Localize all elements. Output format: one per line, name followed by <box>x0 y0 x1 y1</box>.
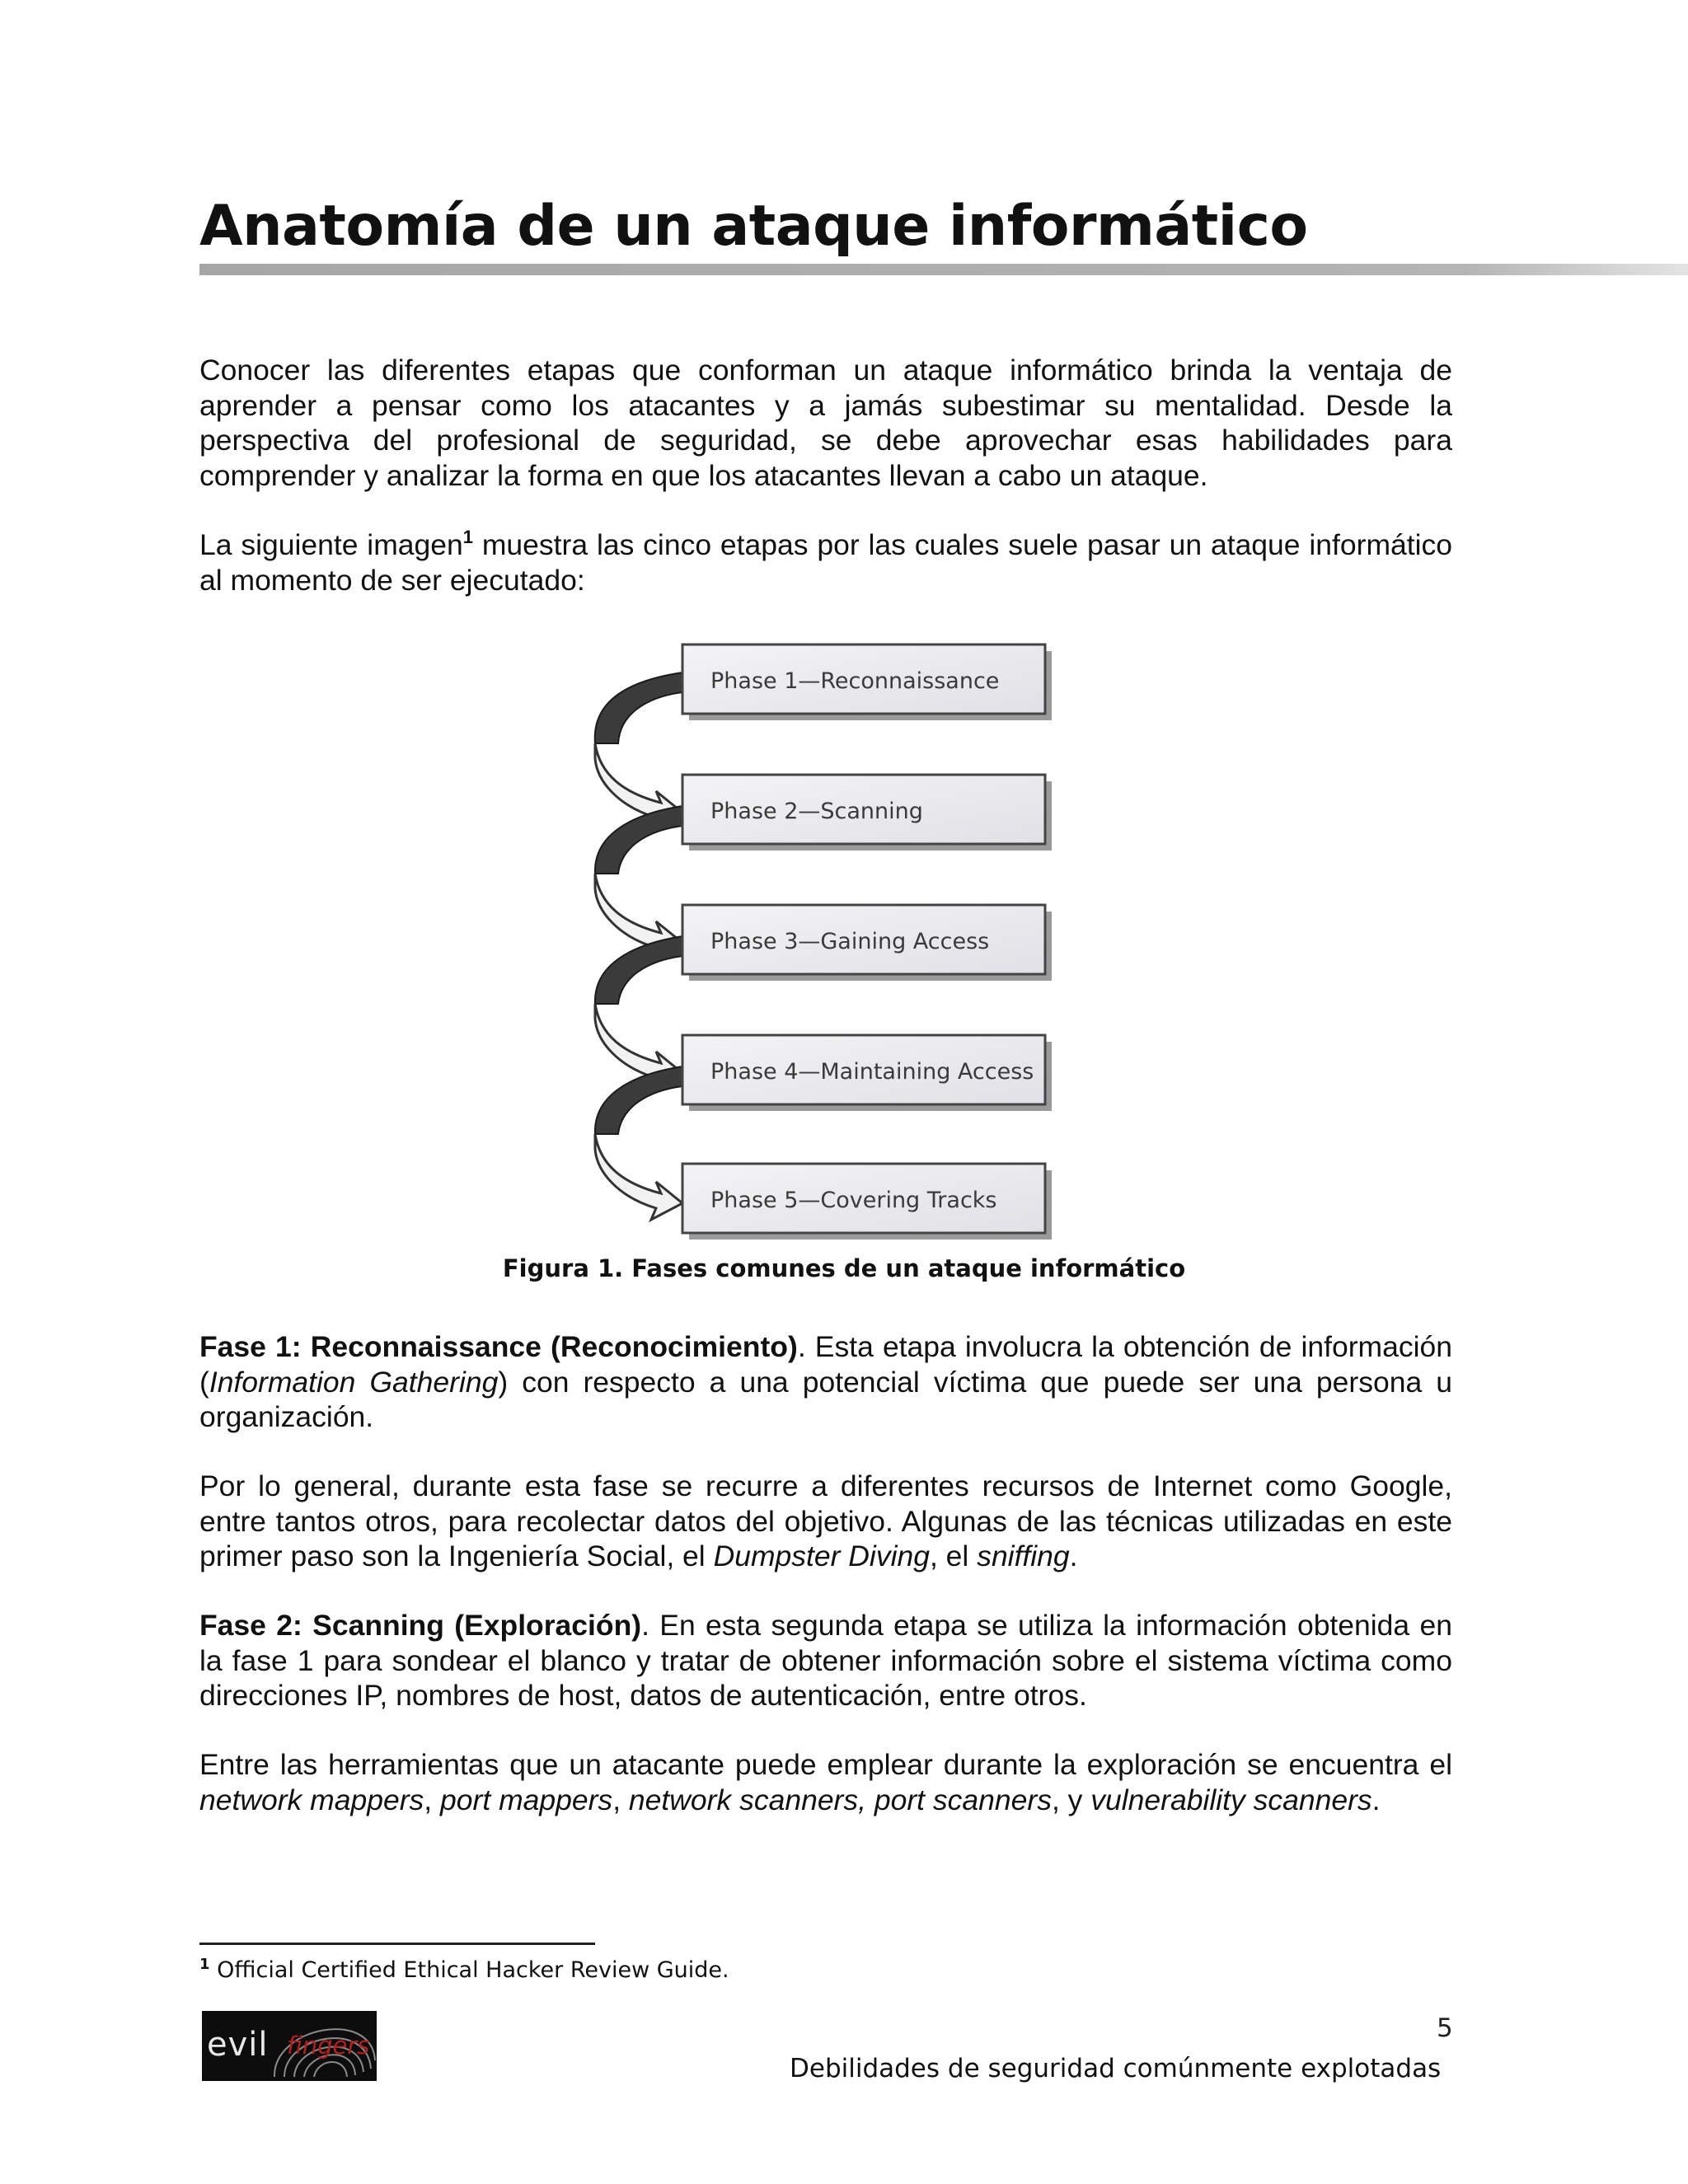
phase1-detail-paragraph <box>199 1469 1452 1574</box>
footnote <box>199 1957 729 1983</box>
spiral-arrow-4 <box>595 1066 682 1220</box>
footnote-reference[interactable]: 1 <box>462 527 473 547</box>
phase2-paragraph <box>199 1608 1452 1713</box>
tools-italic-1: network mappers <box>199 1783 424 1816</box>
intro-paragraph-1: Conocer las diferentes etapas que conforman un ataque informático brinda la ventaja de aprender a pensar como los atacantes y a jamás subestimar su mentalidad. Desde la perspectiva del profesional de seguridad, se debe aprovechar esas habilidades para comprender y analizar la forma en que los atacantes llevan a cabo un ataque. <box>199 354 1452 492</box>
phase1-detail-text-3: . <box>1069 1540 1078 1572</box>
phase-label-4: Phase 4—Maintaining Access <box>710 1059 1034 1085</box>
tools-text-2: , <box>424 1783 441 1816</box>
figure-caption: Figura 1. Fases comunes de un ataque informático <box>502 1254 1186 1282</box>
phases-diagram <box>577 635 1071 1253</box>
footnote-separator <box>199 1943 595 1945</box>
tools-italic-2: port mappers <box>440 1783 613 1816</box>
phase-label-3: Phase 3—Gaining Access <box>710 929 990 954</box>
phase2-text-1: . En esta segunda etapa se utiliza la información obtenida en la fase 1 para sondear el blanco y tratar de obtener información sobre el sistema víctima como direcciones IP, nombres de host, datos de autenticación, entre otros. <box>199 1609 1452 1712</box>
phase1-detail-text-1: Por lo general, durante esta fase se recurre a diferentes recursos de Internet como Google, entre tantos otros, para recolectar datos del objetivo. Algunas de las técnicas utilizadas en este primer paso son la Ingeniería Social, el <box>199 1469 1452 1572</box>
tools-italic-3: network scanners, port scanners <box>628 1783 1052 1816</box>
phase1-italic: Information Gathering <box>209 1365 499 1399</box>
footnote-text: Official Certified Ethical Hacker Review Guide. <box>209 1957 729 1983</box>
tools-text-1: Entre las herramientas que un atacante puede emplear durante la exploración se encuentra el <box>199 1748 1452 1781</box>
logo-word-evil: evil <box>207 2026 269 2064</box>
tools-italic-4: vulnerability scanners <box>1090 1783 1372 1816</box>
phase1-detail-italic-1: Dumpster Diving <box>713 1540 930 1572</box>
phase-label-1: Phase 1—Reconnaissance <box>710 668 1000 694</box>
tools-text-5: . <box>1372 1783 1381 1816</box>
intro-paragraph-2 <box>199 527 1452 598</box>
phase1-text-1: . Esta etapa involucra la obtención de información ( <box>199 1330 1452 1399</box>
phase2-heading: Fase 2: Scanning (Exploración) <box>199 1609 642 1642</box>
intro-text-before: La siguiente imagen <box>199 528 463 561</box>
page-title: Anatomía de un ataque informático <box>199 194 1308 259</box>
phase1-detail-italic-2: sniffing <box>977 1540 1070 1572</box>
phase1-detail-text-2: , el <box>929 1540 978 1572</box>
intro-text-after: muestra las cinco etapas por las cuales suele pasar un ataque informático al momento de ser ejecutado: <box>199 528 1453 597</box>
tools-text-4: , y <box>1051 1783 1091 1816</box>
spiral-arrow-2 <box>595 806 682 959</box>
spiral-arrow-3 <box>595 936 682 1090</box>
logo-word-fingers: fingers <box>287 2032 370 2060</box>
phase-label-2: Phase 2—Scanning <box>710 799 923 824</box>
phase1-paragraph <box>199 1329 1452 1435</box>
title-underline <box>199 264 1688 275</box>
phase1-heading: Fase 1: Reconnaissance (Reconocimiento) <box>199 1330 798 1363</box>
phase2-tools-paragraph <box>199 1747 1452 1817</box>
spiral-arrow-1 <box>595 673 682 829</box>
page-number: 5 <box>1437 2013 1453 2043</box>
footnote-marker: 1 <box>199 1956 210 1973</box>
attack-phases-figure <box>577 635 1071 1253</box>
footer-subtitle: Debilidades de seguridad comúnmente explotadas <box>790 2054 1442 2083</box>
evil-fingers-logo <box>202 2011 377 2081</box>
tools-text-3: , <box>612 1783 629 1816</box>
phase-label-5: Phase 5—Covering Tracks <box>710 1188 997 1213</box>
phase1-text-2: ) con respecto a una potencial víctima que puede ser una persona u organización. <box>199 1365 1452 1433</box>
